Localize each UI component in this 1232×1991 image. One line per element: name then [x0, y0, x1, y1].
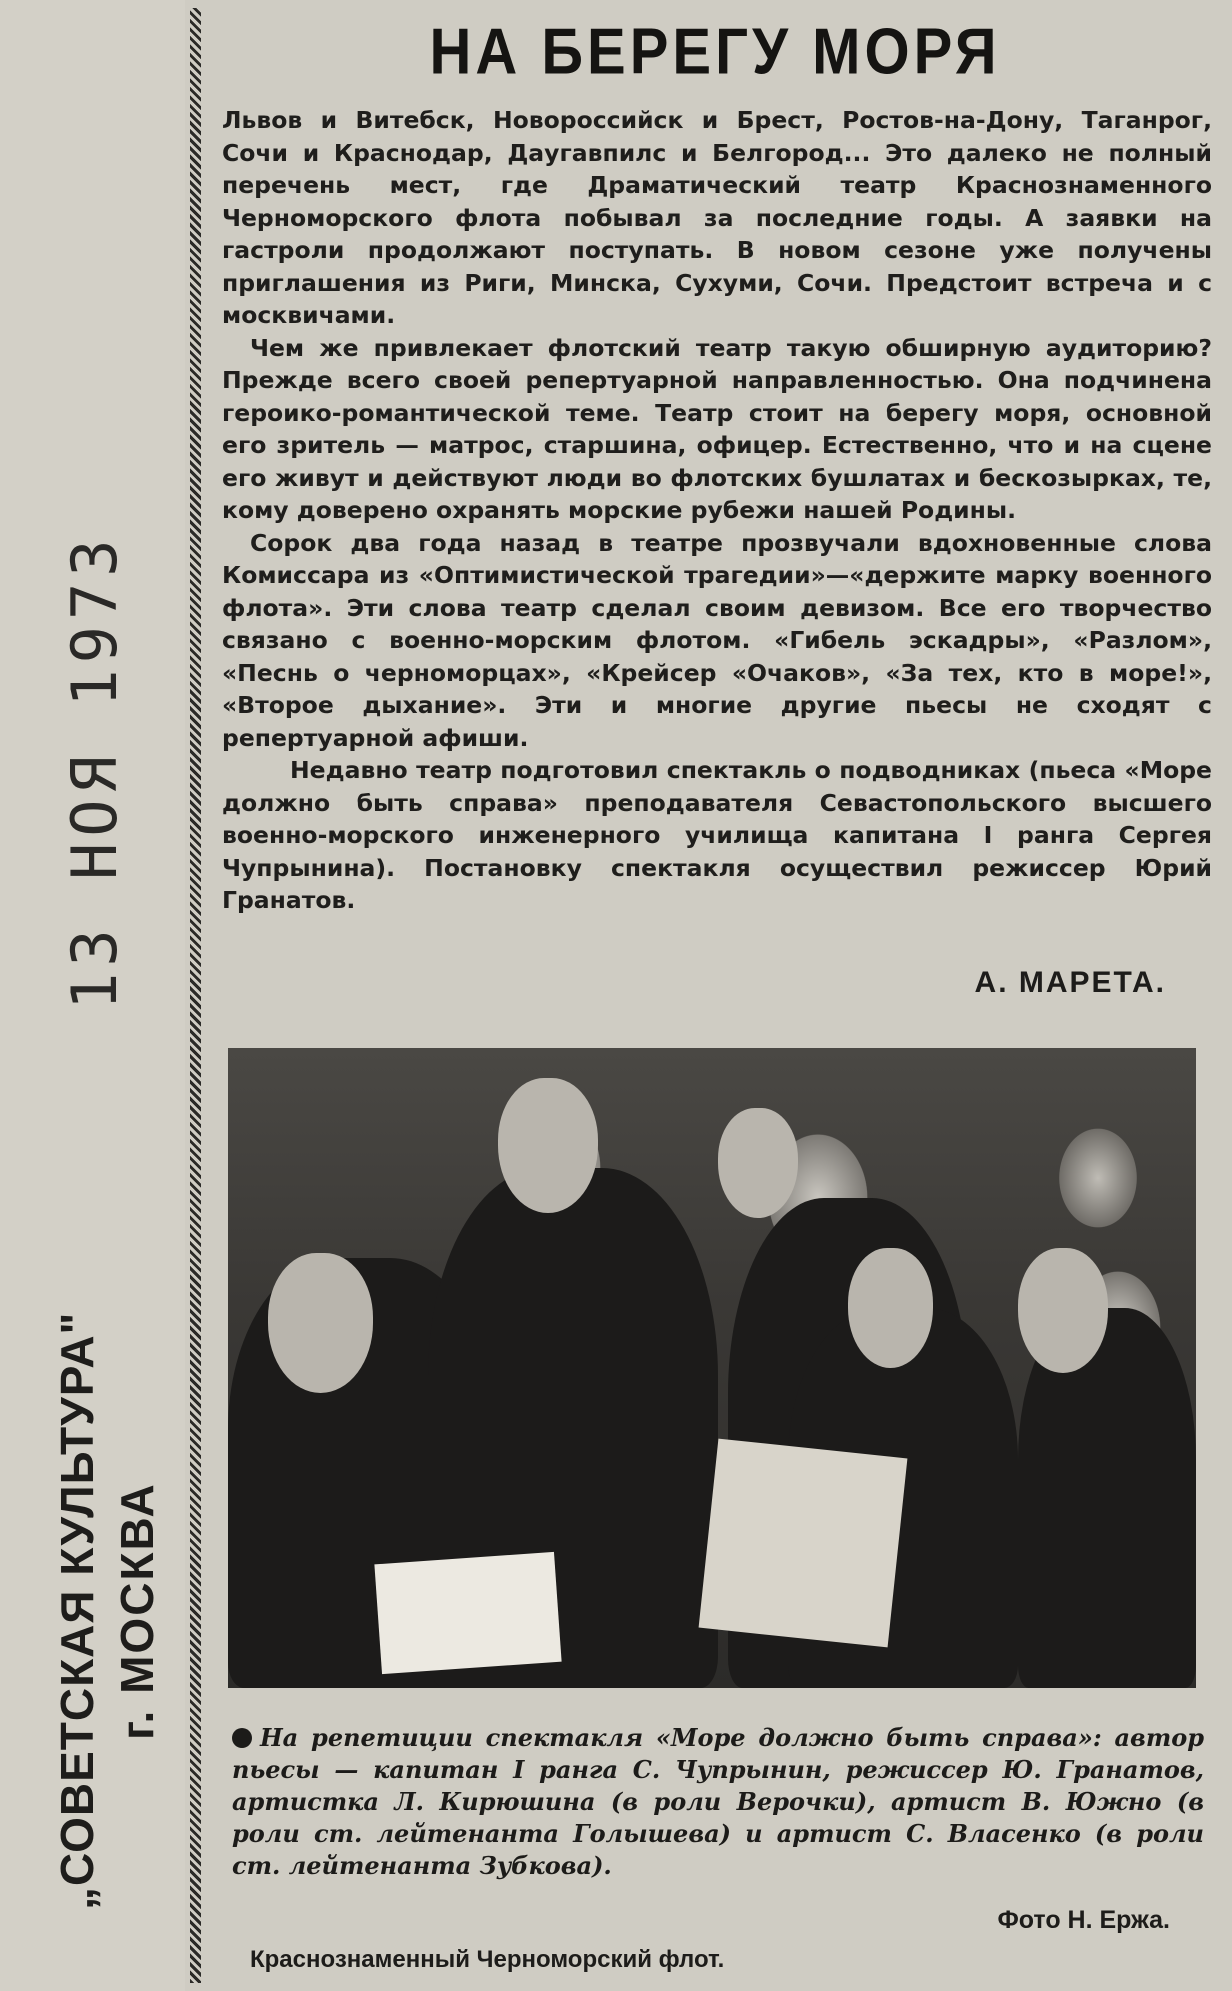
article-paragraph: Сорок два года назад в театре прозвучали вдохновенные слова Комиссара из «Оптимистической трагедии»—«держите марку военного флота». Эти слова театр сделал своим девизом. Все его творчество связано с военно-морским флотом. «Гибель эскадры», «Разлом», «Песнь о черноморцах», «Крейсер «Очаков», «За тех, кто в море!», «Второе дыхание». Эти и многие другие пьесы не сходят с репертуарной афиши.: [222, 528, 1212, 752]
article-paragraph: Недавно театр подготовил спектакль о подводниках (пьеса «Море должно быть справа» преподавателя Севастопольского высшего военно-морского инженерного училища капитана I ранга Сергея Чупрынина). Постановку спектакля осуществил режиссер Юрий Гранатов.: [222, 756, 1212, 914]
article-paragraph: Львов и Витебск, Новороссийск и Брест, Ростов-на-Дону, Таганрог, Сочи и Краснодар, Даугавпилс и Белгород... Это далеко не полный перечень мест, где Драматический театр Краснознаменного Черноморского флота побывал за последние годы. А заявки на гастроли продолжают поступать. В новом сезоне уже получены приглашения из Риги, Минска, Сухуми, Сочи. Предстоит встреча и с москвичами.: [222, 106, 1212, 329]
article-paragraph: Чем же привлекает флотский театр такую обширную аудиторию? Прежде всего своей репертуарной направленностью. Она подчинена героико-романтической теме. Театр стоит на берегу моря, основной его зритель — матрос, старшина, офицер. Естественно, что и на сцене его живут и действуют люди во флотских бушлатах и бескозырках, те, кому доверено охранять морские рубежи нашей Родины.: [222, 333, 1212, 524]
article-author: А. МАРЕТА.: [974, 966, 1166, 999]
article-source: Краснознаменный Черноморский флот.: [250, 1946, 725, 1973]
article-body: [222, 104, 1212, 917]
clipping-border: [190, 8, 201, 1983]
photo-caption-text: На репетиции спектакля «Море должно быть справа»: автор пьесы — капитан I ранга С. Чупрынин, режиссер Ю. Гранатов, артистка Л. Кирюшина (в роли Верочки), артист В. Южно (в роли ст. лейтенанта Голышева) и артист С. Власенко (в роли ст. лейтенанта Зубкова).: [232, 1723, 1204, 1880]
photo-caption: [232, 1722, 1204, 1882]
newspaper-name-stamp: „СОВЕТСКАЯ КУЛЬТУРА": [51, 1311, 103, 1910]
photo-credit: Фото Н. Ержа.: [997, 1906, 1170, 1934]
rehearsal-photo: [228, 1048, 1196, 1688]
bullet-icon: [232, 1728, 252, 1748]
newspaper-city-stamp: г. МОСКВА: [111, 1482, 163, 1740]
article-title: НА БЕРЕГУ МОРЯ: [429, 15, 1001, 88]
date-stamp: 13 НОЯ 1973: [58, 533, 131, 1010]
